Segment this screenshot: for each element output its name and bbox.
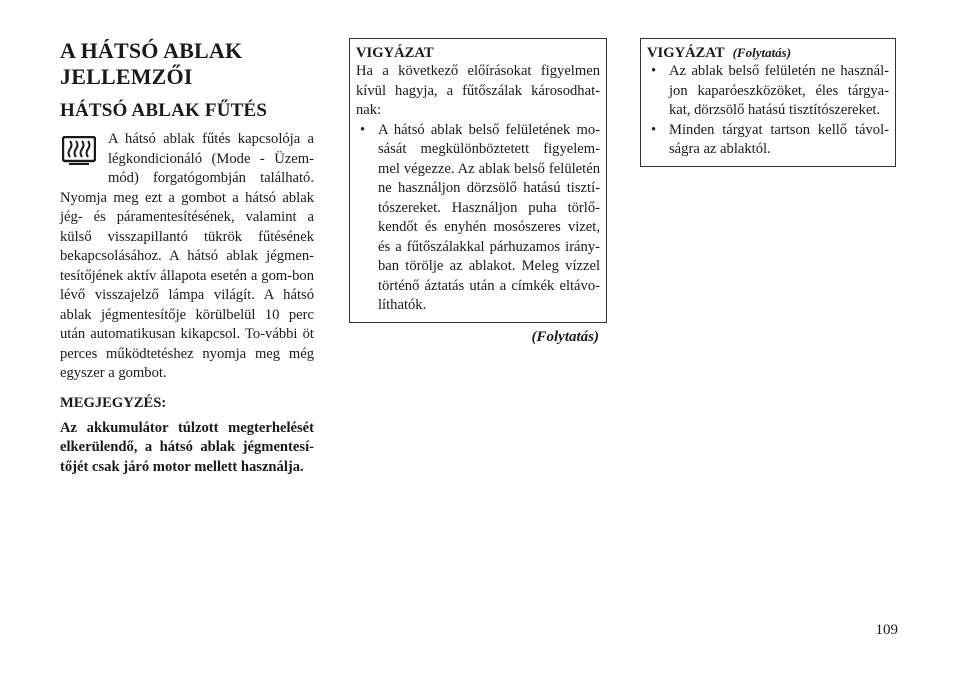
left-column xyxy=(60,38,314,477)
warning-box-continued xyxy=(640,38,896,167)
middle-column xyxy=(349,38,607,346)
right-column xyxy=(640,38,896,167)
body-paragraph: A hátsó ablak fűtés kapcsolója a légkondicionáló (Mode - Üzem-mód) forgatógombján található. Nyomja meg ezt a gombot a hátsó ablak jég- és páramentesítésének, valamint a külső visszapillantó tükrök fűtésének bekapcsolásához. A hátsó ablak jégmen-tesítőjének aktív állapota esetén a gom-bon lévő visszajelző lámpa világít. A hátsó ablak jégmentesítője körülbelül 10 perc után automatikusan kikapcsol. To-vábbi öt perces működtetéshez nyomja meg még egyszer a gombot. xyxy=(60,131,314,381)
list-item-text: Az ablak belső felületén ne használ-jon kaparóeszközöket, éles tárgya-kat, dörzsölő hatású tisztítószereket. xyxy=(669,63,889,118)
list-item xyxy=(647,121,889,160)
warning-intro: Ha a következő előírásokat figyelmen kívül hagyja, a fűtőszálak károsodhat-nak: xyxy=(356,63,600,118)
continued-label: (Folytatás) xyxy=(531,328,599,345)
note-heading: MEGJEGYZÉS: xyxy=(60,394,167,411)
warning-title-text: VIGYÁZAT xyxy=(647,45,725,61)
bullet-mark: • xyxy=(360,121,366,138)
warning-box xyxy=(349,38,607,323)
section-title: A HÁTSÓ ABLAK JELLEMZŐI xyxy=(60,38,243,89)
list-item xyxy=(356,121,600,316)
page-number: 109 xyxy=(875,622,898,638)
list-item xyxy=(647,62,889,121)
bullet-mark: • xyxy=(651,63,657,79)
note-text: Az akkumulátor túlzott megterhelését elkerülendő, a hátsó ablak jégmentesí-tőjét csak járó motor mellett használja. xyxy=(60,419,314,475)
list-item-text: A hátsó ablak belső felületének mo-sását megkülönböztetett figyelem-mel végezze. Az ablak belső felületén ne használjon dörzsölő hatású tisztí-tószereket. Használjon puha törlő-kendőt és enyhén mosószeres vizet, és a fűtőszálakkal párhuzamos irány-ban törölje az ablakot. Meleg vízzel történő áztatás után a címkék eltávo-líthatók. xyxy=(378,121,600,313)
rear-defrost-icon xyxy=(62,136,96,166)
warning-title: VIGYÁZAT xyxy=(356,45,434,61)
list-item-text: Minden tárgyat tartson kellő távol-ságra az ablaktól. xyxy=(669,121,889,157)
warning-bullet-list xyxy=(647,62,889,160)
section-subtitle: HÁTSÓ ABLAK FŰTÉS xyxy=(60,100,268,121)
warning-title-suffix: (Folytatás) xyxy=(732,45,792,60)
warning-title xyxy=(647,44,889,62)
bullet-mark: • xyxy=(651,121,657,138)
warning-bullet-list xyxy=(356,121,600,316)
